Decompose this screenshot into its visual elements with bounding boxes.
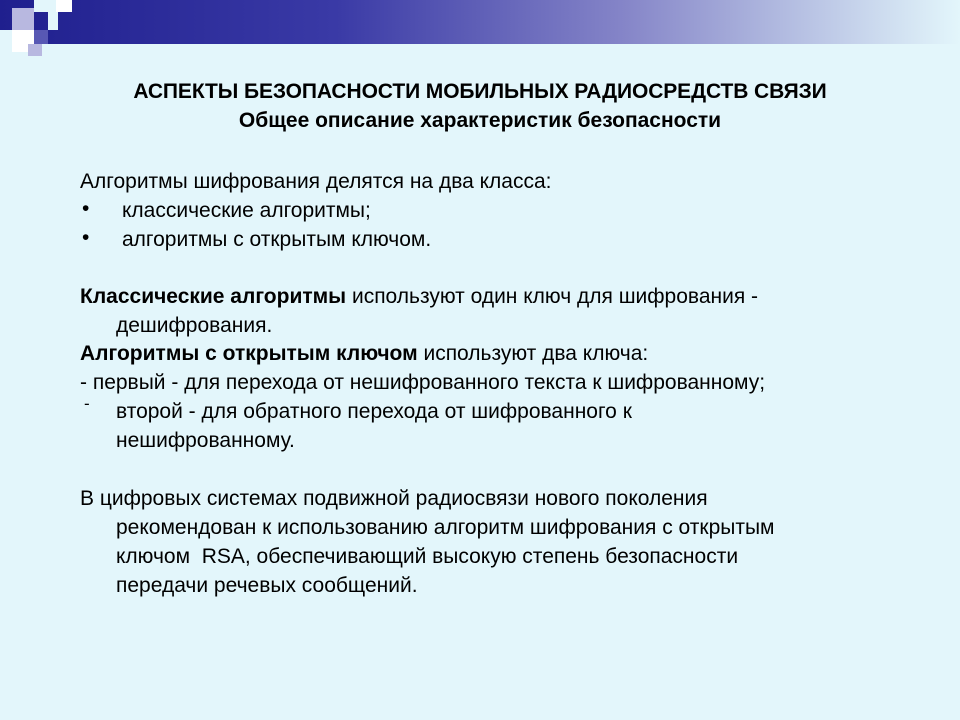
public-paragraph <box>80 342 648 366</box>
conclusion-line: передачи речевых сообщений. <box>116 574 418 597</box>
conclusion-line: рекомендован к использованию алгоритм шифрования с открытым <box>116 516 775 539</box>
classic-paragraph <box>80 285 758 309</box>
classic-desc: используют один ключ для шифрования - <box>346 285 759 308</box>
decor-square <box>12 8 34 30</box>
public-term: Алгоритмы с открытым ключом <box>80 342 418 365</box>
public-second-key: второй - для обратного перехода от шифрованного к <box>116 400 632 423</box>
decor-square <box>34 30 48 44</box>
public-second-key-cont: нешифрованному. <box>116 429 295 452</box>
decor-square <box>48 12 58 30</box>
bullet-item: классические алгоритмы; <box>122 199 371 222</box>
decor-square <box>56 0 72 12</box>
bullet-symbol: • <box>82 197 90 220</box>
intro-text: Алгоритмы шифрования делятся на два класса: <box>80 170 552 193</box>
classic-continuation: дешифрования. <box>116 314 273 337</box>
conclusion-line: В цифровых системах подвижной радиосвязи нового поколения <box>80 487 708 510</box>
decor-square <box>28 44 42 56</box>
public-desc: используют два ключа: <box>417 342 649 365</box>
decor-square <box>0 30 12 52</box>
conclusion-line: ключом RSA, обеспечивающий высокую степень безопасности <box>116 545 739 568</box>
slide-subtitle: Общее описание характеристик безопасности <box>238 109 722 132</box>
public-first-key: - первый - для перехода от нешифрованного текста к шифрованному; <box>80 371 766 394</box>
slide-title: АСПЕКТЫ БЕЗОПАСНОСТИ МОБИЛЬНЫХ РАДИОСРЕДСТВ СВЯЗИ <box>133 80 827 103</box>
header-gradient-bar <box>0 0 960 44</box>
decor-square <box>34 0 56 12</box>
bullet-symbol: • <box>82 226 90 249</box>
bullet-item: алгоритмы с открытым ключом. <box>122 228 432 251</box>
dash-symbol: - <box>84 394 90 413</box>
classic-term: Классические алгоритмы <box>80 285 347 308</box>
